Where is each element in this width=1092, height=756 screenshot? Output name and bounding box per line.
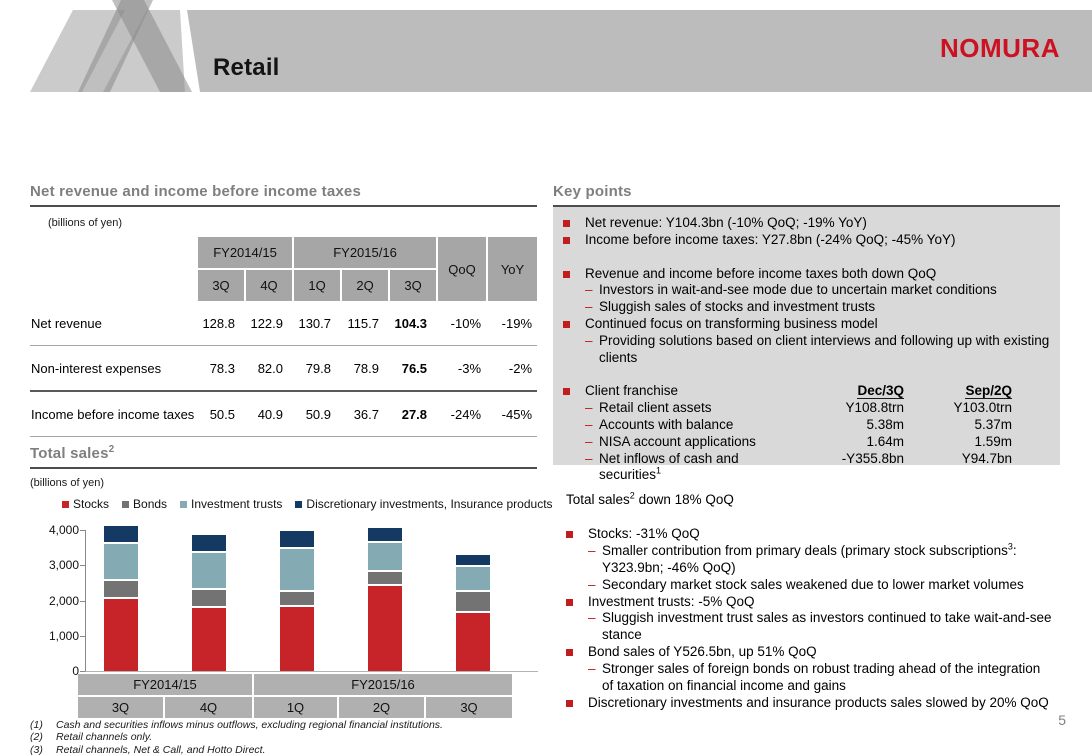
- y-axis-label: 2,000: [48, 593, 79, 608]
- column-header-quarter: 2Q: [340, 270, 388, 301]
- footnote: [30, 744, 443, 756]
- client-franchise-column-header: [904, 383, 1012, 400]
- bar-segment: [368, 572, 402, 586]
- client-franchise-metric: [563, 451, 804, 485]
- column-header-quarter: 3Q: [388, 270, 436, 301]
- y-tick-icon: [80, 530, 85, 531]
- page-title: Retail: [213, 54, 280, 81]
- bullet-text: Investors in wait-and-see mode due to uncertain market conditions: [599, 282, 997, 298]
- bar-segment: [368, 543, 402, 572]
- client-franchise-row: [557, 417, 1052, 434]
- change-cell: -2%: [486, 346, 537, 392]
- bar-segment: [280, 607, 314, 671]
- change-cell: -24%: [436, 392, 486, 437]
- y-axis-label: 0: [72, 664, 79, 678]
- bar-segment: [280, 592, 314, 607]
- bar-segment: [192, 535, 226, 553]
- financial-table-body: [30, 301, 537, 437]
- bullet-square-icon: [563, 388, 570, 395]
- stacked-bar-1: [104, 526, 138, 671]
- bar-segment: [456, 567, 490, 592]
- bullet-square-icon: [563, 237, 570, 244]
- bullet-item: [557, 215, 1052, 232]
- bullet-text: Smaller contribution from primary deals (primary stock subscriptions$^3$: Y323.9bn; -46% QoQ): [602, 541, 1017, 575]
- chart-legend: [62, 497, 553, 511]
- row-label: Net revenue: [30, 301, 196, 346]
- bar-segment: [104, 526, 138, 544]
- table-unit-label: (billions of yen): [48, 217, 122, 229]
- stacked-bar-5: [456, 555, 490, 671]
- client-franchise-metric: [563, 434, 804, 451]
- client-franchise-row: [557, 434, 1052, 451]
- bullet-text: Income before income taxes: Y27.8bn (-24% QoQ; -45% YoY): [585, 231, 956, 247]
- bar-segment: [192, 590, 226, 608]
- bullet-item: [560, 594, 1052, 611]
- list-gap: [557, 366, 1052, 383]
- bullet-text: Providing solutions based on client interviews and following up with existing clients: [599, 332, 1050, 365]
- metric-value: Y108.8trn: [845, 400, 904, 416]
- bar-segment: [104, 599, 138, 671]
- bullet-text: Revenue and income before income taxes both down QoQ: [585, 265, 937, 281]
- bullet-item: [560, 526, 1052, 543]
- sub-bullet-item: [560, 577, 1052, 594]
- column-header-text: Dec/3Q: [857, 383, 904, 399]
- table-row: [30, 301, 537, 346]
- total-sales-chart: [30, 523, 537, 728]
- column-group-fy2015: FY2015/16: [292, 237, 436, 270]
- column-header-quarter: 4Q: [244, 270, 292, 301]
- page-number: 5: [1058, 712, 1066, 728]
- bullet-text: Secondary market stock sales weakened due to lower market volumes: [602, 576, 1024, 592]
- client-franchise-metric: [563, 417, 804, 434]
- client-franchise: [557, 383, 1052, 484]
- commentary-section: [560, 492, 1052, 712]
- total-sales-heading: Total sales$^2$: [30, 445, 537, 469]
- bullet-item: [557, 232, 1052, 249]
- metric-value: 5.37m: [974, 416, 1012, 432]
- bullet-square-icon: [563, 220, 570, 227]
- key-points-list: [557, 215, 1052, 383]
- chart-x-axis: [78, 674, 512, 720]
- value-cell: 78.3: [196, 346, 244, 392]
- client-franchise-header: [557, 383, 1052, 400]
- column-header-qoq: QoQ: [436, 237, 486, 301]
- row-label: Income before income taxes: [30, 392, 196, 437]
- commentary-title: Total sales$^2$ down 18% QoQ: [566, 490, 734, 507]
- dash-icon: –: [588, 661, 596, 677]
- bar-segment: [104, 544, 138, 581]
- client-franchise-row: [557, 400, 1052, 417]
- dash-icon: –: [585, 416, 593, 432]
- metric-value: 1.59m: [974, 433, 1012, 449]
- bullet-text: Net revenue: Y104.3bn (-10% QoQ; -19% YoY): [585, 215, 867, 230]
- value-cell: 130.7: [292, 301, 340, 346]
- bullet-text: Bond sales of Y526.5bn, up 51% QoQ: [588, 644, 817, 660]
- footnote-text: Retail channels only.: [56, 731, 153, 744]
- client-franchise-column-header: [804, 383, 904, 400]
- table-row: [30, 346, 537, 392]
- change-cell: -3%: [436, 346, 486, 392]
- table-corner-cell: [30, 270, 196, 301]
- dash-icon: –: [588, 576, 596, 592]
- change-cell: -19%: [486, 301, 537, 346]
- value-cell: 128.8: [196, 301, 244, 346]
- sub-bullet-item: [557, 282, 1052, 299]
- footnote-number: (3): [30, 743, 43, 756]
- metric-value: Y94.7bn: [961, 450, 1012, 466]
- value-cell: 76.5: [388, 346, 436, 392]
- table-row: [30, 392, 537, 437]
- footnote-text: Cash and securities inflows minus outflows, excluding regional financial institutions.: [56, 719, 443, 731]
- legend-item: [295, 497, 552, 511]
- stacked-bar-3: [280, 531, 314, 671]
- bar-segment: [368, 528, 402, 543]
- value-cell: 78.9: [340, 346, 388, 392]
- bullet-square-icon: [563, 321, 570, 328]
- bullet-square-icon: [566, 700, 573, 707]
- dash-icon: –: [585, 433, 593, 449]
- bar-segment: [104, 581, 138, 599]
- y-tick-icon: [80, 601, 85, 602]
- legend-item: [122, 497, 167, 511]
- dash-icon: –: [585, 450, 593, 466]
- bar-segment: [368, 586, 402, 671]
- bullet-item: [560, 644, 1052, 661]
- footnote-text: Retail channels, Net & Call, and Hotto Direct.: [56, 743, 266, 756]
- bar-segment: [456, 555, 490, 567]
- change-cell: -10%: [436, 301, 486, 346]
- client-franchise-label: [563, 383, 804, 400]
- column-header-text: Sep/2Q: [965, 383, 1012, 399]
- bar-segment: [192, 608, 226, 671]
- footnote-number: (1): [30, 719, 43, 731]
- list-gap: [560, 509, 1052, 526]
- column-header-quarter: 1Q: [292, 270, 340, 301]
- dash-icon: –: [585, 282, 593, 298]
- x-axis-quarter-label: 4Q: [165, 697, 252, 718]
- legend-label: Stocks: [73, 497, 110, 511]
- metric-value: -Y355.8bn: [841, 450, 904, 466]
- legend-item: [62, 497, 109, 511]
- bar-segment: [280, 549, 314, 592]
- legend-swatch-icon: [122, 501, 129, 508]
- client-franchise-metric: [563, 400, 804, 417]
- legend-swatch-icon: [62, 501, 69, 508]
- bar-segment: [456, 613, 490, 671]
- bullet-text: Client franchise: [585, 383, 679, 399]
- value-cell: 115.7: [340, 301, 388, 346]
- bar-segment: [456, 592, 490, 613]
- metric-label: Accounts with balance: [599, 416, 734, 432]
- metric-label: Retail client assets: [599, 400, 712, 416]
- y-tick-icon: [80, 671, 85, 672]
- column-header-quarter: 3Q: [196, 270, 244, 301]
- stacked-bar-2: [192, 535, 226, 671]
- metric-value: 1.64m: [866, 433, 904, 449]
- list-gap: [557, 249, 1052, 266]
- x-axis-quarter-label: 3Q: [426, 697, 512, 718]
- nomura-logo: NOMURA: [940, 33, 1060, 63]
- legend-label: Discretionary investments, Insurance products: [306, 497, 553, 511]
- bullet-text: Investment trusts: -5% QoQ: [588, 593, 755, 609]
- x-axis-group-row: [78, 674, 512, 695]
- bar-segment: [192, 553, 226, 590]
- x-axis-quarter-label: 1Q: [254, 697, 337, 718]
- y-tick-icon: [80, 636, 85, 637]
- sub-bullet-item: [560, 543, 1052, 577]
- bullet-square-icon: [566, 649, 573, 656]
- header-band-graphic: [0, 0, 1092, 100]
- bullet-text: Sluggish investment trust sales as investors continued to take wait-and-see stance: [602, 610, 1052, 643]
- value-cell: 122.9: [244, 301, 292, 346]
- financial-table: [30, 237, 537, 437]
- sub-bullet-item: [560, 610, 1052, 644]
- dash-icon: –: [585, 332, 593, 348]
- value-cell: 36.7: [340, 392, 388, 437]
- x-axis-quarter-label: 2Q: [339, 697, 424, 718]
- client-franchise-row: [557, 451, 1052, 485]
- legend-label: Investment trusts: [191, 497, 283, 511]
- legend-swatch-icon: [295, 501, 302, 508]
- column-header-yoy: YoY: [486, 237, 537, 301]
- x-axis-quarter-row: [78, 697, 512, 718]
- bullet-square-icon: [563, 271, 570, 278]
- bullet-text: Stronger sales of foreign bonds on robust trading ahead of the integration of taxation on financial income and gains: [602, 661, 1041, 694]
- bullet-square-icon: [566, 599, 573, 606]
- bullet-square-icon: [566, 531, 573, 538]
- value-cell: 82.0: [244, 346, 292, 392]
- y-axis-label: 1,000: [48, 628, 79, 643]
- dash-icon: –: [588, 542, 596, 558]
- bullet-item: [560, 695, 1052, 712]
- footnote: [30, 731, 443, 743]
- value-cell: 27.8: [388, 392, 436, 437]
- dash-icon: –: [585, 299, 593, 315]
- legend-swatch-icon: [180, 501, 187, 508]
- legend-label: Bonds: [133, 497, 168, 511]
- x-axis-group-label: FY2015/16: [254, 674, 512, 695]
- sub-bullet-item: [560, 661, 1052, 695]
- bullet-text: Sluggish sales of stocks and investment trusts: [599, 299, 876, 315]
- x-axis-group-label: FY2014/15: [78, 674, 252, 695]
- value-cell: 50.5: [196, 392, 244, 437]
- key-points-heading: Key points: [553, 183, 1060, 207]
- legend-item: [180, 497, 282, 511]
- metric-label: NISA account applications: [599, 433, 756, 449]
- bullet-item: [557, 266, 1052, 283]
- y-tick-icon: [80, 565, 85, 566]
- value-cell: 104.3: [388, 301, 436, 346]
- chart-plot-area: [85, 530, 538, 672]
- commentary-list: [560, 509, 1052, 712]
- dash-icon: –: [588, 610, 596, 626]
- bullet-text: Discretionary investments and insurance products sales slowed by 20% QoQ: [588, 694, 1049, 710]
- x-axis-quarter-label: 3Q: [78, 697, 163, 718]
- stacked-bar-4: [368, 528, 402, 671]
- value-cell: 50.9: [292, 392, 340, 437]
- sub-bullet-item: [557, 299, 1052, 316]
- value-cell: 40.9: [244, 392, 292, 437]
- table-corner-cell: [30, 237, 196, 270]
- net-revenue-section-heading: Net revenue and income before income taxes: [30, 183, 537, 207]
- bullet-text: Stocks: -31% QoQ: [588, 525, 700, 541]
- metric-value: 5.38m: [866, 416, 904, 432]
- dash-icon: –: [585, 400, 593, 416]
- footnotes: [30, 719, 443, 756]
- value-cell: 79.8: [292, 346, 340, 392]
- change-cell: -45%: [486, 392, 537, 437]
- chart-unit-label: (billions of yen): [30, 477, 104, 489]
- footnote: [30, 719, 443, 731]
- bullet-text: Continued focus on transforming business model: [585, 315, 878, 331]
- bullet-item: [557, 316, 1052, 333]
- key-points-box: [553, 207, 1060, 483]
- y-axis-label: 4,000: [48, 523, 79, 537]
- metric-label: Net inflows of cash and securities$^1$: [599, 450, 739, 483]
- footnote-number: (2): [30, 731, 43, 744]
- column-group-fy2014: FY2014/15: [196, 237, 292, 270]
- bar-segment: [280, 531, 314, 549]
- row-label: Non-interest expenses: [30, 346, 196, 392]
- sub-bullet-item: [557, 333, 1052, 367]
- metric-value: Y103.0trn: [953, 400, 1012, 416]
- y-axis-label: 3,000: [48, 558, 79, 573]
